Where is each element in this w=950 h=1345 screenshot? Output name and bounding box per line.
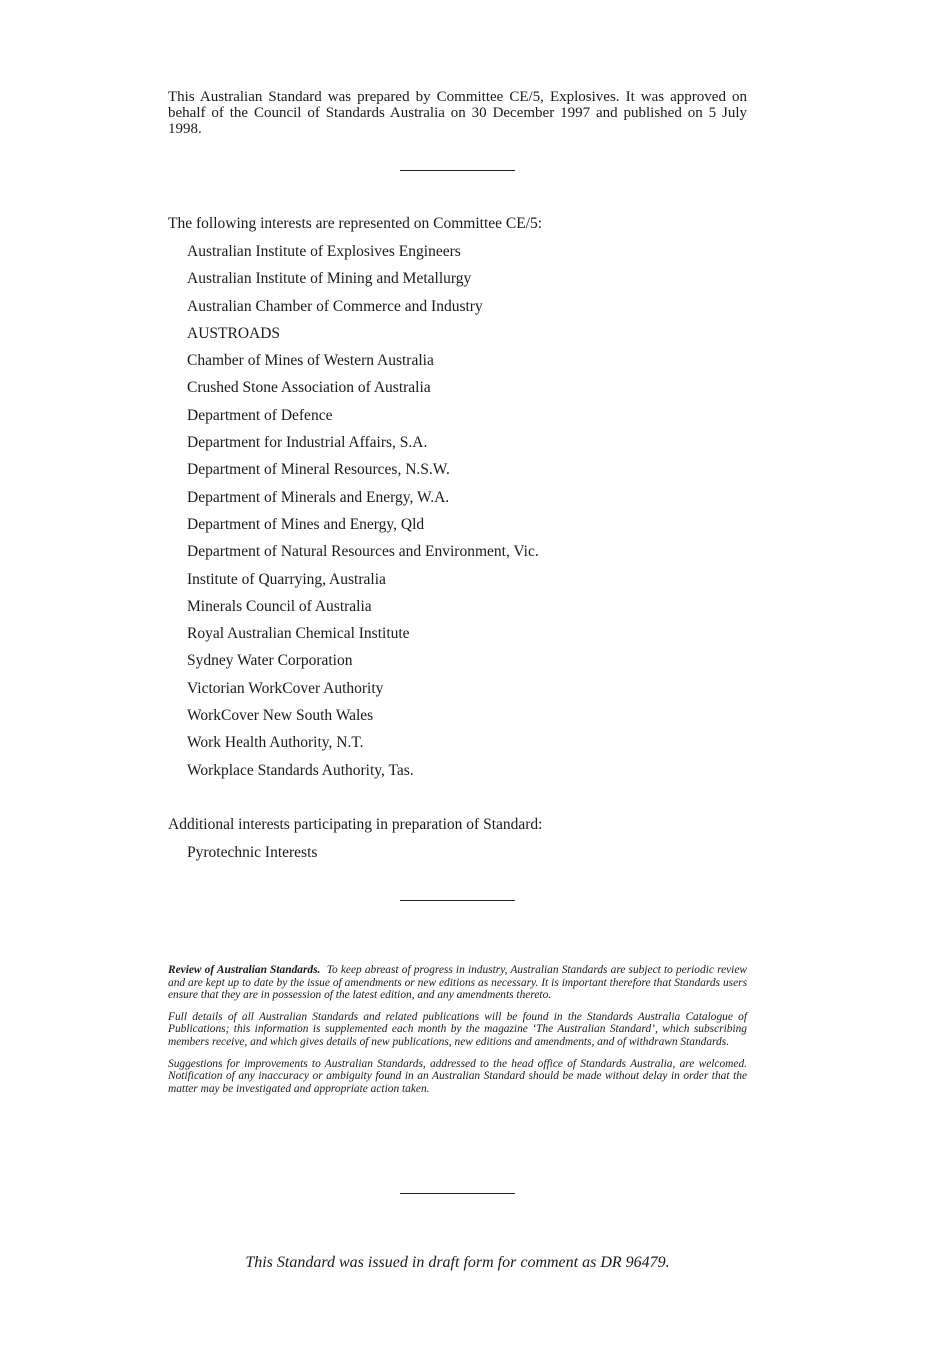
list-item: WorkCover New South Wales (187, 707, 374, 725)
section-divider (400, 170, 515, 171)
suggestions-paragraph: Suggestions for improvements to Australian Standards, addressed to the head office of Standards Australia, are welcomed. Notification of any inaccuracy or ambiguity found in an Australian Standard should be made without delay in order that the matter may be investigated and appropriate action taken. (168, 1057, 747, 1095)
list-item: Institute of Quarrying, Australia (187, 570, 386, 588)
list-item: Sydney Water Corporation (187, 652, 353, 670)
review-paragraph (168, 964, 747, 1002)
list-item: Department of Defence (187, 406, 333, 424)
draft-note: This Standard was issued in draft form for comment as DR 96479. (245, 1254, 670, 1271)
review-lead: Review of Australian Standards. (168, 964, 321, 976)
list-item: Work Health Authority, N.T. (187, 734, 364, 752)
list-item: Pyrotechnic Interests (187, 844, 318, 861)
approval-statement: This Australian Standard was prepared by Committee CE/5, Explosives. It was approved on behalf of the Council of Standards Australia on 30 December 1997 and published on 5 July 1998. (168, 89, 747, 137)
list-item: Australian Chamber of Commerce and Industry (187, 297, 483, 315)
catalogue-paragraph: Full details of all Australian Standards and related publications will be found in the Standards Australia Catalogue of Publications; this information is supplemented each month by the magazine ‘The Australian Standard’, which subscribing members receive, and which gives details of new publications, new editions and amendments, and of withdrawn Standards. (168, 1010, 747, 1048)
list-item: Victorian WorkCover Authority (187, 679, 384, 697)
list-item: Department of Minerals and Energy, W.A. (187, 488, 450, 506)
review-text: To keep abreast of progress in industry, Australian Standards are subject to periodic review and are kept up to date by the issue of amendments or new editions as necessary. It is important therefore that Standards users ensure that they are in possession of the latest edition, and any amendments thereto. (168, 964, 748, 1002)
committee-heading: The following interests are represented on Committee CE/5: (168, 215, 543, 232)
list-item: Australian Institute of Mining and Metallurgy (187, 270, 472, 288)
list-item: Department of Natural Resources and Environment, Vic. (187, 543, 539, 561)
list-item: Department of Mineral Resources, N.S.W. (187, 461, 450, 479)
list-item: Minerals Council of Australia (187, 597, 372, 615)
list-item: Chamber of Mines of Western Australia (187, 352, 434, 370)
list-item: Department of Mines and Energy, Qld (187, 515, 425, 533)
additional-interests-heading: Additional interests participating in preparation of Standard: (168, 816, 543, 833)
list-item: Royal Australian Chemical Institute (187, 625, 410, 643)
section-divider (400, 900, 515, 901)
list-item: AUSTROADS (187, 324, 281, 342)
section-divider (400, 1193, 515, 1194)
list-item: Workplace Standards Authority, Tas. (187, 761, 414, 779)
list-item: Australian Institute of Explosives Engineers (187, 243, 461, 260)
list-item: Department for Industrial Affairs, S.A. (187, 434, 428, 452)
committee-member-list (187, 243, 539, 789)
list-item: Crushed Stone Association of Australia (187, 379, 431, 397)
review-notes (168, 964, 747, 1104)
additional-interests-list (187, 844, 317, 862)
